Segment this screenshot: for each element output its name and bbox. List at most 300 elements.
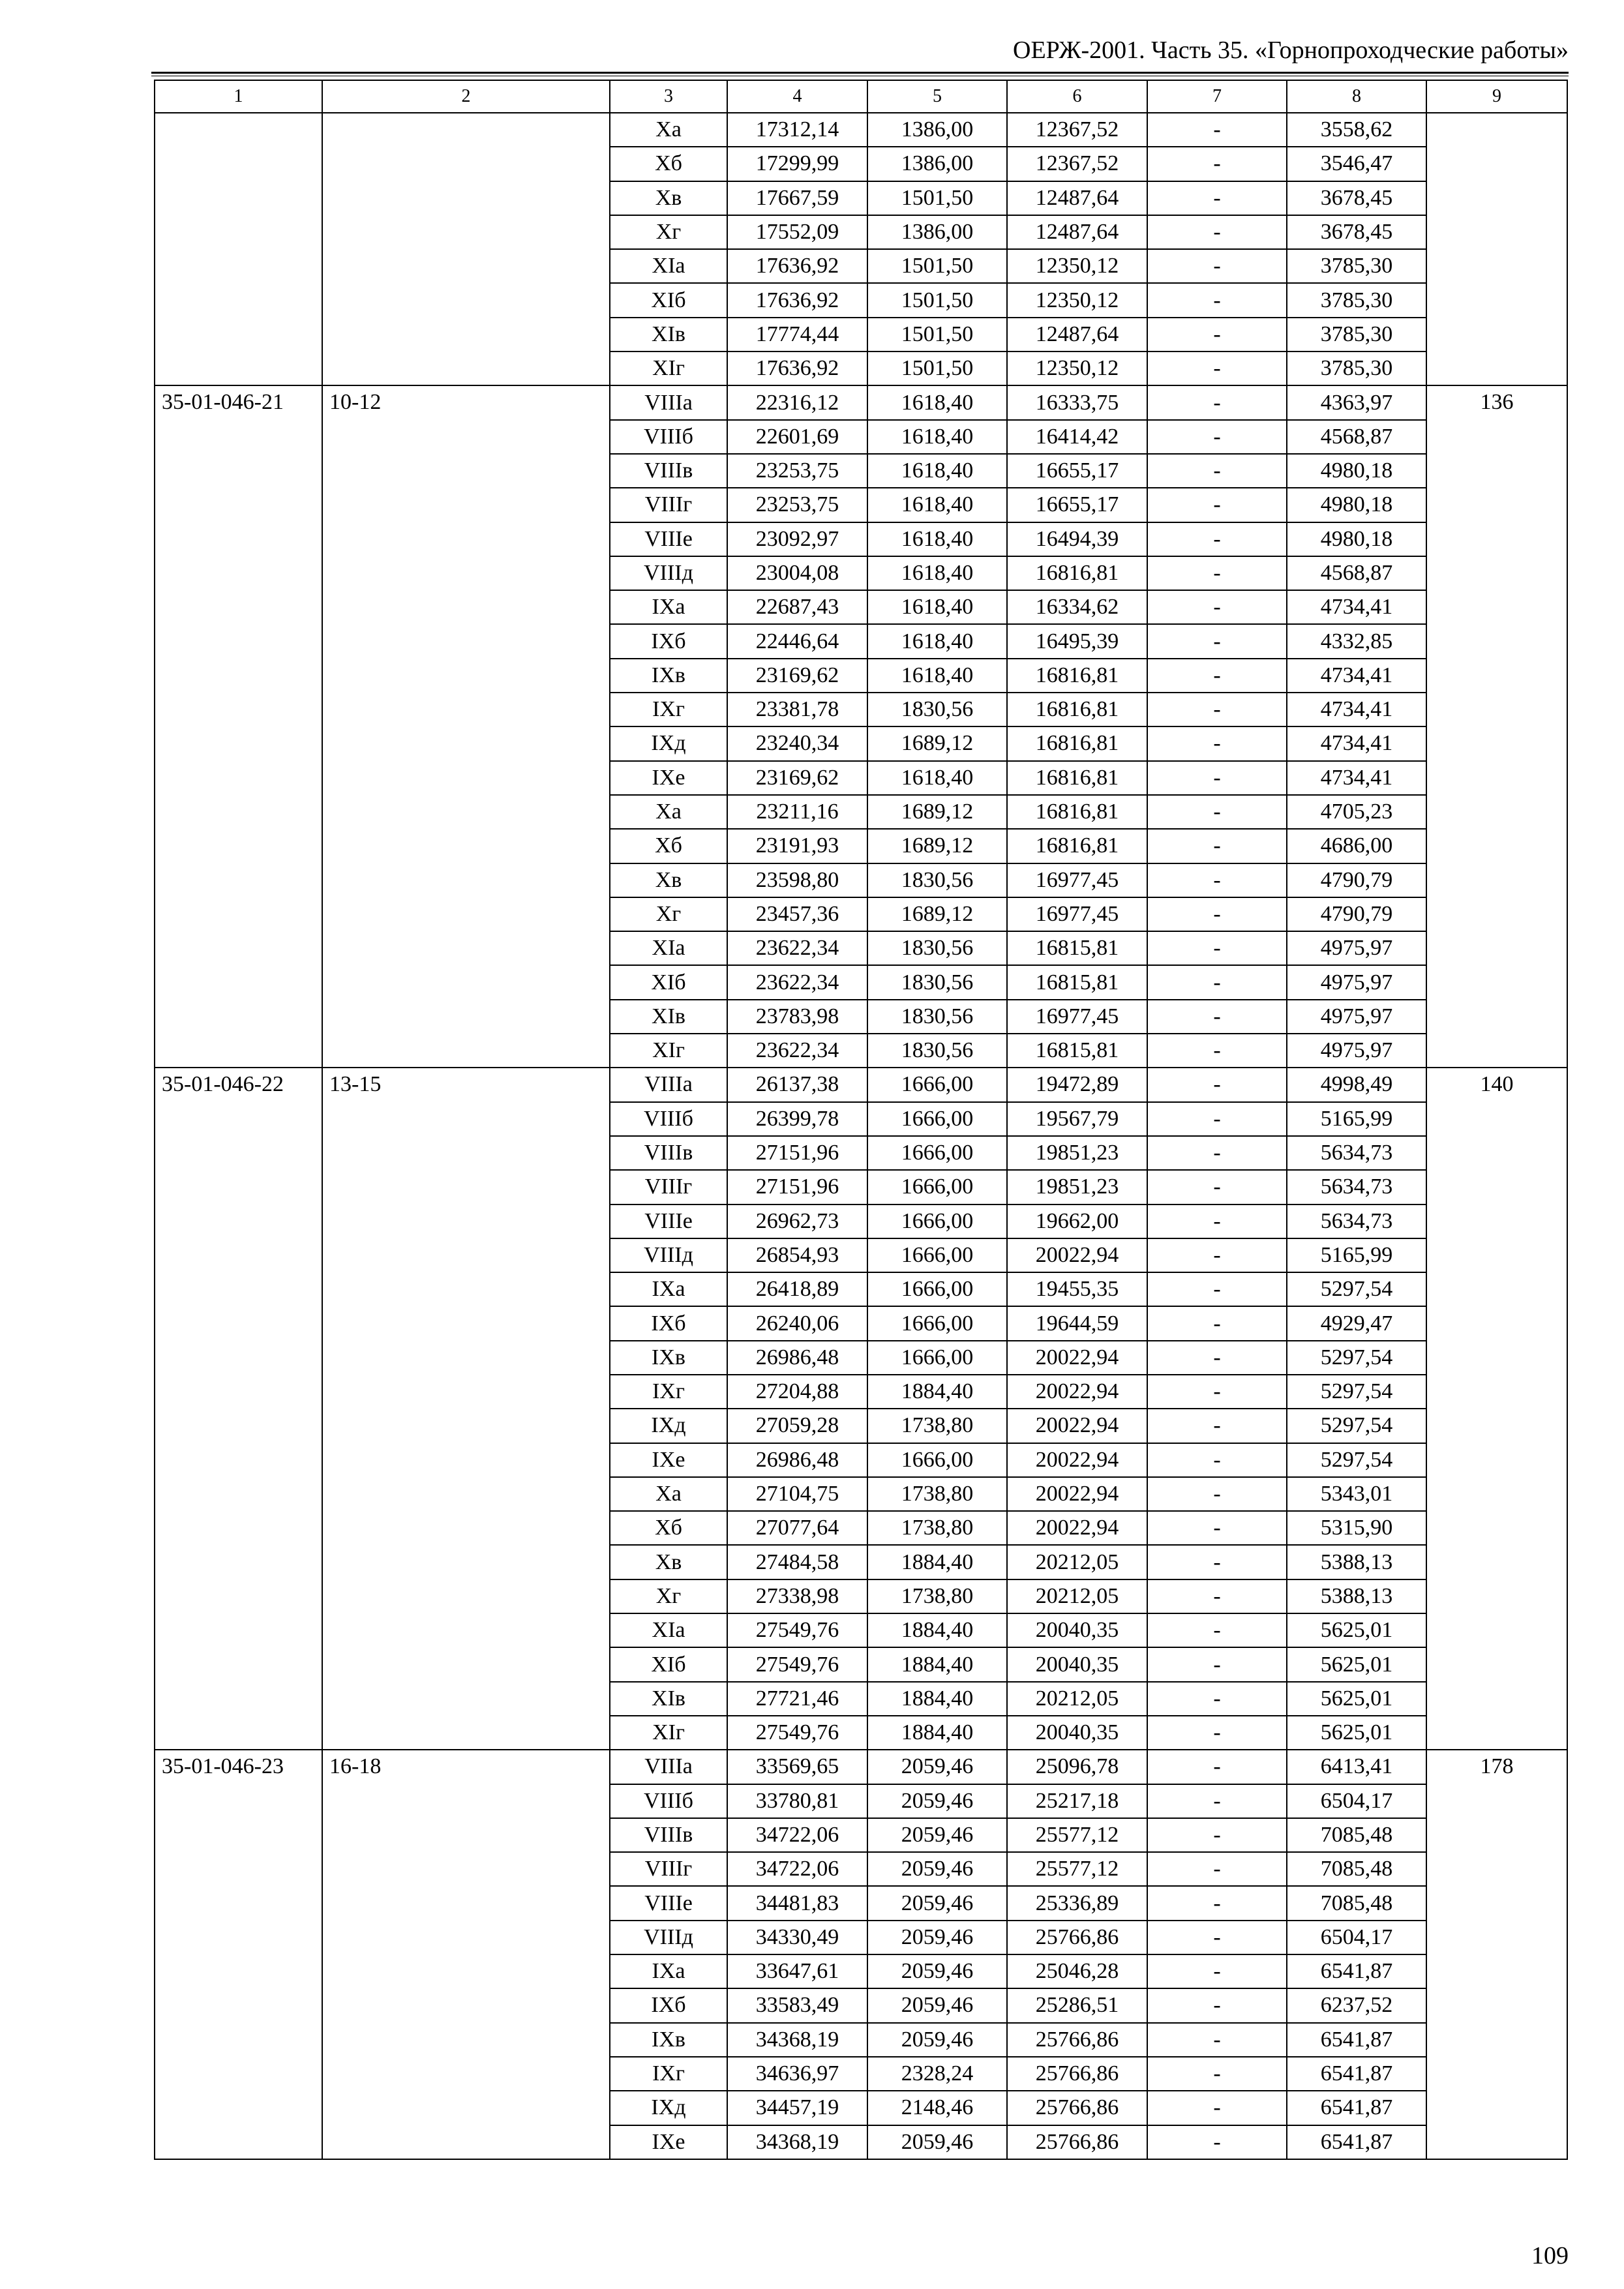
machine-cost-cell: 20022,94 xyxy=(1007,1238,1147,1272)
machine-cost-cell: 12487,64 xyxy=(1007,181,1147,215)
driver-wages-cell: - xyxy=(1147,1784,1287,1818)
driver-wages-cell: - xyxy=(1147,318,1287,352)
machine-cost-cell: 19644,59 xyxy=(1007,1306,1147,1340)
machine-cost-cell: 16977,45 xyxy=(1007,897,1147,931)
rock-category-cell: IXб xyxy=(610,624,727,658)
materials-cell: 4568,87 xyxy=(1287,420,1426,454)
rock-category-cell: XIа xyxy=(610,249,727,283)
rock-category-cell: XIв xyxy=(610,1682,727,1716)
driver-wages-cell: - xyxy=(1147,761,1287,795)
total-cost-cell: 34368,19 xyxy=(727,2023,867,2057)
page-number: 109 xyxy=(1531,2242,1569,2269)
rock-category-cell: Xа xyxy=(610,795,727,829)
machine-cost-cell: 25217,18 xyxy=(1007,1784,1147,1818)
wages-cell: 1884,40 xyxy=(867,1682,1007,1716)
rock-category-cell: IXд xyxy=(610,1409,727,1443)
machine-cost-cell: 25766,86 xyxy=(1007,1921,1147,1954)
rock-category-cell: XIг xyxy=(610,352,727,385)
rock-category-cell: VIIIб xyxy=(610,1102,727,1136)
materials-cell: 4734,41 xyxy=(1287,693,1426,726)
rock-category-cell: IXв xyxy=(610,2023,727,2057)
wages-cell: 1666,00 xyxy=(867,1136,1007,1170)
materials-cell: 5625,01 xyxy=(1287,1716,1426,1750)
driver-wages-cell: - xyxy=(1147,1647,1287,1681)
wages-cell: 1618,40 xyxy=(867,659,1007,693)
rock-category-cell: VIIIв xyxy=(610,454,727,488)
driver-wages-cell: - xyxy=(1147,1511,1287,1545)
materials-cell: 4568,87 xyxy=(1287,556,1426,590)
machine-cost-cell: 25766,86 xyxy=(1007,2091,1147,2125)
wages-cell: 1830,56 xyxy=(867,1000,1007,1034)
total-cost-cell: 23169,62 xyxy=(727,761,867,795)
wages-cell: 2059,46 xyxy=(867,1921,1007,1954)
materials-cell: 6541,87 xyxy=(1287,2091,1426,2125)
machine-cost-cell: 16816,81 xyxy=(1007,693,1147,726)
rock-category-cell: Xв xyxy=(610,1545,727,1579)
page-header-title: ОЕРЖ-2001. Часть 35. «Горнопроходческие работы» xyxy=(1013,37,1569,64)
driver-wages-cell: - xyxy=(1147,1306,1287,1340)
materials-cell: 3785,30 xyxy=(1287,249,1426,283)
total-cost-cell: 17552,09 xyxy=(727,215,867,249)
machine-cost-cell: 16977,45 xyxy=(1007,1000,1147,1034)
driver-wages-cell: - xyxy=(1147,249,1287,283)
driver-wages-cell: - xyxy=(1147,1000,1287,1034)
rock-category-cell: XIа xyxy=(610,1613,727,1647)
driver-wages-cell: - xyxy=(1147,795,1287,829)
table-row xyxy=(155,113,1567,147)
wages-cell: 1386,00 xyxy=(867,147,1007,181)
machine-cost-cell: 16816,81 xyxy=(1007,761,1147,795)
total-cost-cell: 23457,36 xyxy=(727,897,867,931)
column-number: 4 xyxy=(727,80,867,113)
materials-cell: 4975,97 xyxy=(1287,1034,1426,1068)
machine-cost-cell: 19851,23 xyxy=(1007,1136,1147,1170)
rock-category-cell: IXа xyxy=(610,1272,727,1306)
driver-wages-cell: - xyxy=(1147,931,1287,965)
materials-cell: 3785,30 xyxy=(1287,318,1426,352)
machine-cost-cell: 16977,45 xyxy=(1007,863,1147,897)
materials-cell: 5297,54 xyxy=(1287,1272,1426,1306)
rock-category-cell: IXе xyxy=(610,2125,727,2159)
wages-cell: 2059,46 xyxy=(867,1852,1007,1886)
machine-cost-cell: 20040,35 xyxy=(1007,1647,1147,1681)
total-cost-cell: 22687,43 xyxy=(727,590,867,624)
materials-cell: 3785,30 xyxy=(1287,352,1426,385)
rates-table-body xyxy=(155,80,1567,2159)
column-9-value-cell: 178 xyxy=(1426,1750,1567,2159)
materials-cell: 4686,00 xyxy=(1287,829,1426,863)
driver-wages-cell: - xyxy=(1147,2091,1287,2125)
rock-category-cell: XIб xyxy=(610,283,727,317)
rock-category-cell: Xа xyxy=(610,1477,727,1511)
rock-category-cell: IXе xyxy=(610,1443,727,1477)
wages-cell: 1618,40 xyxy=(867,624,1007,658)
rock-category-cell: XIг xyxy=(610,1716,727,1750)
machine-cost-cell: 12367,52 xyxy=(1007,147,1147,181)
total-cost-cell: 27338,98 xyxy=(727,1579,867,1613)
wages-cell: 1618,40 xyxy=(867,454,1007,488)
rock-category-cell: IXа xyxy=(610,590,727,624)
machine-cost-cell: 16816,81 xyxy=(1007,829,1147,863)
wages-cell: 1830,56 xyxy=(867,965,1007,999)
total-cost-cell: 23240,34 xyxy=(727,726,867,760)
driver-wages-cell: - xyxy=(1147,1238,1287,1272)
wages-cell: 1618,40 xyxy=(867,761,1007,795)
rock-category-cell: VIIIа xyxy=(610,385,727,419)
machine-cost-cell: 12487,64 xyxy=(1007,215,1147,249)
total-cost-cell: 17667,59 xyxy=(727,181,867,215)
total-cost-cell: 33569,65 xyxy=(727,1750,867,1784)
column-9-value-cell xyxy=(1426,113,1567,385)
rate-code-cell: 35-01-046-21 xyxy=(155,385,322,1068)
driver-wages-cell: - xyxy=(1147,1068,1287,1101)
driver-wages-cell: - xyxy=(1147,454,1287,488)
wages-cell: 2059,46 xyxy=(867,1954,1007,1988)
rock-category-cell: IXе xyxy=(610,761,727,795)
machine-cost-cell: 16414,42 xyxy=(1007,420,1147,454)
driver-wages-cell: - xyxy=(1147,1716,1287,1750)
wages-cell: 1884,40 xyxy=(867,1375,1007,1409)
driver-wages-cell: - xyxy=(1147,181,1287,215)
total-cost-cell: 27151,96 xyxy=(727,1136,867,1170)
rock-category-cell: VIIIа xyxy=(610,1750,727,1784)
rock-category-cell: Xб xyxy=(610,147,727,181)
driver-wages-cell: - xyxy=(1147,420,1287,454)
wages-cell: 1689,12 xyxy=(867,897,1007,931)
driver-wages-cell: - xyxy=(1147,726,1287,760)
total-cost-cell: 17299,99 xyxy=(727,147,867,181)
rate-code-cell xyxy=(155,113,322,385)
driver-wages-cell: - xyxy=(1147,693,1287,726)
machine-cost-cell: 16333,75 xyxy=(1007,385,1147,419)
driver-wages-cell: - xyxy=(1147,1034,1287,1068)
total-cost-cell: 23622,34 xyxy=(727,931,867,965)
machine-cost-cell: 20040,35 xyxy=(1007,1613,1147,1647)
rock-category-cell: VIIIб xyxy=(610,420,727,454)
machine-cost-cell: 16494,39 xyxy=(1007,522,1147,556)
column-number: 8 xyxy=(1287,80,1426,113)
wages-cell: 1738,80 xyxy=(867,1409,1007,1443)
rock-category-cell: Xв xyxy=(610,181,727,215)
machine-cost-cell: 20040,35 xyxy=(1007,1716,1147,1750)
wages-cell: 1830,56 xyxy=(867,1034,1007,1068)
machine-cost-cell: 16816,81 xyxy=(1007,726,1147,760)
driver-wages-cell: - xyxy=(1147,1272,1287,1306)
wages-cell: 2059,46 xyxy=(867,1988,1007,2022)
rock-category-cell: VIIIв xyxy=(610,1818,727,1852)
materials-cell: 4998,49 xyxy=(1287,1068,1426,1101)
thickness-cell: 10-12 xyxy=(322,385,610,1068)
machine-cost-cell: 12367,52 xyxy=(1007,113,1147,147)
machine-cost-cell: 25286,51 xyxy=(1007,1988,1147,2022)
materials-cell: 3678,45 xyxy=(1287,215,1426,249)
wages-cell: 2059,46 xyxy=(867,1886,1007,1920)
driver-wages-cell: - xyxy=(1147,1852,1287,1886)
wages-cell: 1666,00 xyxy=(867,1170,1007,1204)
rock-category-cell: Xв xyxy=(610,863,727,897)
driver-wages-cell: - xyxy=(1147,624,1287,658)
column-number-row xyxy=(155,80,1567,113)
driver-wages-cell: - xyxy=(1147,488,1287,522)
machine-cost-cell: 25577,12 xyxy=(1007,1818,1147,1852)
driver-wages-cell: - xyxy=(1147,2023,1287,2057)
rock-category-cell: VIIIе xyxy=(610,1204,727,1238)
wages-cell: 2059,46 xyxy=(867,2125,1007,2159)
total-cost-cell: 27151,96 xyxy=(727,1170,867,1204)
wages-cell: 1618,40 xyxy=(867,488,1007,522)
table-row xyxy=(155,1750,1567,1784)
thickness-cell: 13-15 xyxy=(322,1068,610,1750)
materials-cell: 4980,18 xyxy=(1287,488,1426,522)
machine-cost-cell: 20212,05 xyxy=(1007,1545,1147,1579)
driver-wages-cell: - xyxy=(1147,659,1287,693)
machine-cost-cell: 12487,64 xyxy=(1007,318,1147,352)
column-number: 5 xyxy=(867,80,1007,113)
thickness-cell: 16-18 xyxy=(322,1750,610,2159)
rock-category-cell: VIIIе xyxy=(610,522,727,556)
wages-cell: 1689,12 xyxy=(867,726,1007,760)
machine-cost-cell: 20022,94 xyxy=(1007,1511,1147,1545)
rock-category-cell: VIIIд xyxy=(610,556,727,590)
total-cost-cell: 27549,76 xyxy=(727,1716,867,1750)
total-cost-cell: 33583,49 xyxy=(727,1988,867,2022)
materials-cell: 7085,48 xyxy=(1287,1886,1426,1920)
total-cost-cell: 23381,78 xyxy=(727,693,867,726)
driver-wages-cell: - xyxy=(1147,1375,1287,1409)
rock-category-cell: Xг xyxy=(610,897,727,931)
machine-cost-cell: 16816,81 xyxy=(1007,556,1147,590)
wages-cell: 1884,40 xyxy=(867,1716,1007,1750)
rock-category-cell: IXг xyxy=(610,693,727,726)
rock-category-cell: IXд xyxy=(610,2091,727,2125)
driver-wages-cell: - xyxy=(1147,283,1287,317)
total-cost-cell: 17636,92 xyxy=(727,352,867,385)
rock-category-cell: XIб xyxy=(610,1647,727,1681)
rock-category-cell: IXв xyxy=(610,1341,727,1375)
wages-cell: 2148,46 xyxy=(867,2091,1007,2125)
total-cost-cell: 23092,97 xyxy=(727,522,867,556)
materials-cell: 4980,18 xyxy=(1287,454,1426,488)
driver-wages-cell: - xyxy=(1147,1750,1287,1784)
materials-cell: 4734,41 xyxy=(1287,726,1426,760)
materials-cell: 5625,01 xyxy=(1287,1682,1426,1716)
driver-wages-cell: - xyxy=(1147,1921,1287,1954)
total-cost-cell: 27204,88 xyxy=(727,1375,867,1409)
total-cost-cell: 27077,64 xyxy=(727,1511,867,1545)
total-cost-cell: 27104,75 xyxy=(727,1477,867,1511)
header-rule xyxy=(151,72,1569,74)
total-cost-cell: 27059,28 xyxy=(727,1409,867,1443)
wages-cell: 1501,50 xyxy=(867,318,1007,352)
driver-wages-cell: - xyxy=(1147,965,1287,999)
wages-cell: 1666,00 xyxy=(867,1443,1007,1477)
total-cost-cell: 34330,49 xyxy=(727,1921,867,1954)
machine-cost-cell: 19567,79 xyxy=(1007,1102,1147,1136)
driver-wages-cell: - xyxy=(1147,1545,1287,1579)
column-number: 9 xyxy=(1426,80,1567,113)
total-cost-cell: 34722,06 xyxy=(727,1818,867,1852)
machine-cost-cell: 25766,86 xyxy=(1007,2125,1147,2159)
machine-cost-cell: 16815,81 xyxy=(1007,931,1147,965)
total-cost-cell: 26137,38 xyxy=(727,1068,867,1101)
machine-cost-cell: 25577,12 xyxy=(1007,1852,1147,1886)
rock-category-cell: IXв xyxy=(610,659,727,693)
driver-wages-cell: - xyxy=(1147,215,1287,249)
materials-cell: 6504,17 xyxy=(1287,1921,1426,1954)
machine-cost-cell: 20022,94 xyxy=(1007,1477,1147,1511)
total-cost-cell: 23191,93 xyxy=(727,829,867,863)
driver-wages-cell: - xyxy=(1147,2057,1287,2091)
rock-category-cell: VIIIг xyxy=(610,1852,727,1886)
driver-wages-cell: - xyxy=(1147,1613,1287,1647)
total-cost-cell: 34368,19 xyxy=(727,2125,867,2159)
total-cost-cell: 26962,73 xyxy=(727,1204,867,1238)
rock-category-cell: Xб xyxy=(610,1511,727,1545)
materials-cell: 5297,54 xyxy=(1287,1341,1426,1375)
machine-cost-cell: 25766,86 xyxy=(1007,2023,1147,2057)
materials-cell: 5165,99 xyxy=(1287,1102,1426,1136)
driver-wages-cell: - xyxy=(1147,897,1287,931)
machine-cost-cell: 16815,81 xyxy=(1007,1034,1147,1068)
total-cost-cell: 26418,89 xyxy=(727,1272,867,1306)
machine-cost-cell: 25766,86 xyxy=(1007,2057,1147,2091)
machine-cost-cell: 20022,94 xyxy=(1007,1341,1147,1375)
machine-cost-cell: 19662,00 xyxy=(1007,1204,1147,1238)
rock-category-cell: VIIIе xyxy=(610,1886,727,1920)
rate-code-cell: 35-01-046-23 xyxy=(155,1750,322,2159)
total-cost-cell: 26240,06 xyxy=(727,1306,867,1340)
wages-cell: 2059,46 xyxy=(867,1818,1007,1852)
driver-wages-cell: - xyxy=(1147,1988,1287,2022)
materials-cell: 5388,13 xyxy=(1287,1545,1426,1579)
total-cost-cell: 34457,19 xyxy=(727,2091,867,2125)
table-row xyxy=(155,1068,1567,1101)
wages-cell: 1386,00 xyxy=(867,113,1007,147)
wages-cell: 1666,00 xyxy=(867,1272,1007,1306)
column-number: 6 xyxy=(1007,80,1147,113)
driver-wages-cell: - xyxy=(1147,1341,1287,1375)
column-9-value-cell: 140 xyxy=(1426,1068,1567,1750)
materials-cell: 7085,48 xyxy=(1287,1852,1426,1886)
wages-cell: 1738,80 xyxy=(867,1579,1007,1613)
machine-cost-cell: 20212,05 xyxy=(1007,1682,1147,1716)
total-cost-cell: 23253,75 xyxy=(727,488,867,522)
driver-wages-cell: - xyxy=(1147,352,1287,385)
total-cost-cell: 23211,16 xyxy=(727,795,867,829)
materials-cell: 5297,54 xyxy=(1287,1409,1426,1443)
total-cost-cell: 26399,78 xyxy=(727,1102,867,1136)
table-row xyxy=(155,385,1567,419)
machine-cost-cell: 12350,12 xyxy=(1007,283,1147,317)
total-cost-cell: 17636,92 xyxy=(727,283,867,317)
total-cost-cell: 17312,14 xyxy=(727,113,867,147)
machine-cost-cell: 20022,94 xyxy=(1007,1443,1147,1477)
materials-cell: 4790,79 xyxy=(1287,897,1426,931)
rock-category-cell: Xг xyxy=(610,215,727,249)
rock-category-cell: Xб xyxy=(610,829,727,863)
materials-cell: 6504,17 xyxy=(1287,1784,1426,1818)
total-cost-cell: 22601,69 xyxy=(727,420,867,454)
driver-wages-cell: - xyxy=(1147,1579,1287,1613)
wages-cell: 1738,80 xyxy=(867,1477,1007,1511)
materials-cell: 4734,41 xyxy=(1287,659,1426,693)
wages-cell: 1666,00 xyxy=(867,1068,1007,1101)
machine-cost-cell: 16816,81 xyxy=(1007,795,1147,829)
total-cost-cell: 23004,08 xyxy=(727,556,867,590)
wages-cell: 1884,40 xyxy=(867,1647,1007,1681)
total-cost-cell: 23169,62 xyxy=(727,659,867,693)
rock-category-cell: XIв xyxy=(610,1000,727,1034)
rock-category-cell: IXб xyxy=(610,1988,727,2022)
total-cost-cell: 17774,44 xyxy=(727,318,867,352)
materials-cell: 5634,73 xyxy=(1287,1136,1426,1170)
total-cost-cell: 23598,80 xyxy=(727,863,867,897)
total-cost-cell: 33780,81 xyxy=(727,1784,867,1818)
materials-cell: 3546,47 xyxy=(1287,147,1426,181)
machine-cost-cell: 20022,94 xyxy=(1007,1409,1147,1443)
wages-cell: 2328,24 xyxy=(867,2057,1007,2091)
materials-cell: 4975,97 xyxy=(1287,1000,1426,1034)
driver-wages-cell: - xyxy=(1147,1443,1287,1477)
rock-category-cell: IXб xyxy=(610,1306,727,1340)
machine-cost-cell: 25336,89 xyxy=(1007,1886,1147,1920)
wages-cell: 1618,40 xyxy=(867,522,1007,556)
machine-cost-cell: 12350,12 xyxy=(1007,249,1147,283)
total-cost-cell: 33647,61 xyxy=(727,1954,867,1988)
rock-category-cell: IXг xyxy=(610,1375,727,1409)
materials-cell: 4980,18 xyxy=(1287,522,1426,556)
materials-cell: 4734,41 xyxy=(1287,761,1426,795)
materials-cell: 6541,87 xyxy=(1287,1954,1426,1988)
wages-cell: 1689,12 xyxy=(867,795,1007,829)
wages-cell: 1386,00 xyxy=(867,215,1007,249)
materials-cell: 5297,54 xyxy=(1287,1375,1426,1409)
materials-cell: 6237,52 xyxy=(1287,1988,1426,2022)
materials-cell: 4332,85 xyxy=(1287,624,1426,658)
materials-cell: 4363,97 xyxy=(1287,385,1426,419)
materials-cell: 7085,48 xyxy=(1287,1818,1426,1852)
rock-category-cell: VIIIд xyxy=(610,1238,727,1272)
materials-cell: 5634,73 xyxy=(1287,1170,1426,1204)
rock-category-cell: Xг xyxy=(610,1579,727,1613)
driver-wages-cell: - xyxy=(1147,829,1287,863)
driver-wages-cell: - xyxy=(1147,1204,1287,1238)
rock-category-cell: Xа xyxy=(610,113,727,147)
machine-cost-cell: 19455,35 xyxy=(1007,1272,1147,1306)
machine-cost-cell: 25046,28 xyxy=(1007,1954,1147,1988)
rock-category-cell: VIIIа xyxy=(610,1068,727,1101)
column-number: 2 xyxy=(322,80,610,113)
machine-cost-cell: 16816,81 xyxy=(1007,659,1147,693)
materials-cell: 5634,73 xyxy=(1287,1204,1426,1238)
total-cost-cell: 23622,34 xyxy=(727,965,867,999)
machine-cost-cell: 20022,94 xyxy=(1007,1375,1147,1409)
rock-category-cell: VIIIв xyxy=(610,1136,727,1170)
wages-cell: 1666,00 xyxy=(867,1102,1007,1136)
driver-wages-cell: - xyxy=(1147,590,1287,624)
materials-cell: 6413,41 xyxy=(1287,1750,1426,1784)
driver-wages-cell: - xyxy=(1147,556,1287,590)
driver-wages-cell: - xyxy=(1147,1136,1287,1170)
rock-category-cell: VIIIд xyxy=(610,1921,727,1954)
wages-cell: 1501,50 xyxy=(867,249,1007,283)
rock-category-cell: XIб xyxy=(610,965,727,999)
materials-cell: 3785,30 xyxy=(1287,283,1426,317)
column-number: 1 xyxy=(155,80,322,113)
wages-cell: 1501,50 xyxy=(867,181,1007,215)
driver-wages-cell: - xyxy=(1147,1818,1287,1852)
rock-category-cell: XIа xyxy=(610,931,727,965)
